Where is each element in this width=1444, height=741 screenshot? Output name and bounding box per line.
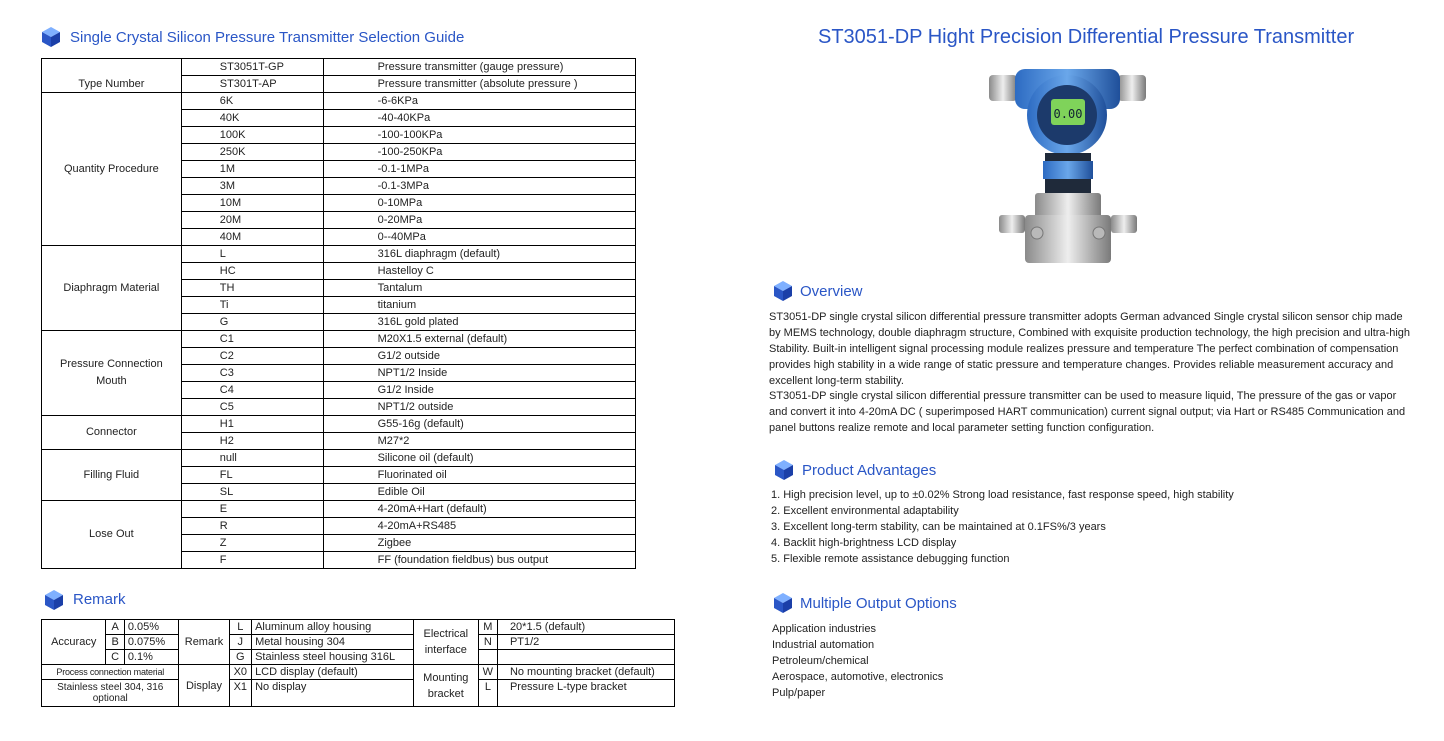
option-description: Pressure transmitter (absolute pressure ) <box>323 76 635 93</box>
accuracy-value: 0.1% <box>124 650 179 665</box>
group-label: Diaphragm Material <box>42 246 182 331</box>
option-description: Fluorinated oil <box>323 467 635 484</box>
option-code: H2 <box>181 433 323 450</box>
list-item: 3. Excellent long-term stability, can be maintained at 0.1FS%/3 years <box>771 521 1106 533</box>
mounting-value: No mounting bracket (default) <box>497 665 674 680</box>
list-item: 2. Excellent environmental adaptability <box>771 505 959 517</box>
option-description: -40-40KPa <box>323 110 635 127</box>
option-code: Ti <box>181 297 323 314</box>
option-description: NPT1/2 outside <box>323 399 635 416</box>
housing-code: J <box>229 635 252 650</box>
table-row <box>42 246 636 263</box>
option-description: Hastelloy C <box>323 263 635 280</box>
table-row <box>42 93 636 110</box>
process-value: Stainless steel 304, 316 optional <box>42 680 179 707</box>
option-code: C4 <box>181 382 323 399</box>
option-code: ST3051T-GP <box>181 59 323 76</box>
main-title: ST3051-DP Hight Precision Differential Pressure Transmitter <box>818 26 1355 48</box>
option-description: 0-10MPa <box>323 195 635 212</box>
option-code: 10M <box>181 195 323 212</box>
option-description: Tantalum <box>323 280 635 297</box>
electrical-empty <box>497 650 674 665</box>
option-description: -6-6KPa <box>323 93 635 110</box>
list-item: 4. Backlit high-brightness LCD display <box>771 537 957 549</box>
group-label: Filling Fluid <box>42 450 182 501</box>
option-code: R <box>181 518 323 535</box>
accuracy-code: C <box>106 650 124 665</box>
table-row <box>42 501 636 518</box>
display-value: LCD display (default) <box>252 665 414 680</box>
option-code: C3 <box>181 365 323 382</box>
option-description: Pressure transmitter (gauge pressure) <box>323 59 635 76</box>
electrical-code: N <box>478 635 497 650</box>
table-row <box>42 416 636 433</box>
option-code: SL <box>181 484 323 501</box>
option-description: 316L diaphragm (default) <box>323 246 635 263</box>
overview-paragraph-1: ST3051-DP single crystal silicon differential pressure transmitter adopts German advanced Single crystal silicon sensor chip made by MEMS technology, double diaphragm structure, Combined with exquisite production technology, the high precision and ultra-high Stability. Built-in intelligent signal processing module realizes pressure and temperature The perfect combination of compensation provides high stability in a wide range of static pressure and temperature changes. Provides reliable measurement accuracy and excellent long-term stability. <box>769 311 1411 387</box>
option-code: 1M <box>181 161 323 178</box>
option-description: M20X1.5 external (default) <box>323 331 635 348</box>
housing-value: Metal housing 304 <box>252 635 414 650</box>
table-row <box>42 59 636 76</box>
remark-label: Remark <box>179 620 229 665</box>
display-code: X1 <box>229 680 252 707</box>
accuracy-value: 0.05% <box>124 620 179 635</box>
remark-table <box>41 619 675 707</box>
option-code: E <box>181 501 323 518</box>
accuracy-value: 0.075% <box>124 635 179 650</box>
option-description: G1/2 Inside <box>323 382 635 399</box>
option-code: 20M <box>181 212 323 229</box>
option-description: -0.1-1MPa <box>323 161 635 178</box>
list-item: 5. Flexible remote assistance debugging function <box>771 553 1010 565</box>
option-code: G <box>181 314 323 331</box>
option-code: Z <box>181 535 323 552</box>
option-code: 6K <box>181 93 323 110</box>
option-description: -100-100KPa <box>323 127 635 144</box>
group-label: Quantity Procedure <box>42 93 182 246</box>
option-description: 4-20mA+RS485 <box>323 518 635 535</box>
option-description: NPT1/2 Inside <box>323 365 635 382</box>
option-description: 4-20mA+Hart (default) <box>323 501 635 518</box>
accuracy-label: Accuracy <box>42 620 106 665</box>
option-description: -100-250KPa <box>323 144 635 161</box>
mounting-code: W <box>478 665 497 680</box>
lcd-readout: 0.00 <box>1053 107 1083 121</box>
transmitter-product-image <box>985 65 1150 275</box>
option-description: Silicone oil (default) <box>323 450 635 467</box>
electrical-label: Electrical interface <box>413 620 478 665</box>
option-code: ST301T-AP <box>181 76 323 93</box>
table-row <box>42 450 636 467</box>
list-item: Industrial automation <box>772 639 875 651</box>
display-label: Display <box>179 665 229 707</box>
option-description: titanium <box>323 297 635 314</box>
option-code: 3M <box>181 178 323 195</box>
mounting-value: Pressure L-type bracket <box>497 680 674 707</box>
cube-bullet-icon <box>772 280 794 302</box>
option-description: G55-16g (default) <box>323 416 635 433</box>
option-code: 100K <box>181 127 323 144</box>
option-description: -0.1-3MPa <box>323 178 635 195</box>
option-description: M27*2 <box>323 433 635 450</box>
option-code: 40M <box>181 229 323 246</box>
remark-title: Remark <box>73 591 126 608</box>
cube-bullet-icon <box>43 589 65 611</box>
advantages-title: Product Advantages <box>802 462 937 479</box>
option-code: C2 <box>181 348 323 365</box>
option-code: 40K <box>181 110 323 127</box>
option-description: 0-20MPa <box>323 212 635 229</box>
option-code: 250K <box>181 144 323 161</box>
option-description: Edible Oil <box>323 484 635 501</box>
option-code: L <box>181 246 323 263</box>
option-description: FF (foundation fieldbus) bus output <box>323 552 635 569</box>
list-item: 1. High precision level, up to ±0.02% Strong load resistance, fast response speed, high stability <box>771 489 1234 501</box>
advantages-list <box>771 487 1234 567</box>
list-item: Pulp/paper <box>772 687 826 699</box>
electrical-value: 20*1.5 (default) <box>497 620 674 635</box>
option-description: Zigbee <box>323 535 635 552</box>
overview-title: Overview <box>800 283 863 300</box>
housing-value: Stainless steel housing 316L <box>252 650 414 665</box>
option-code: H1 <box>181 416 323 433</box>
option-code: C5 <box>181 399 323 416</box>
selection-guide-title: Single Crystal Silicon Pressure Transmitter Selection Guide <box>70 29 465 46</box>
group-label: Type Number <box>42 59 182 93</box>
option-description: 316L gold plated <box>323 314 635 331</box>
table-row <box>42 331 636 348</box>
option-code: TH <box>181 280 323 297</box>
cube-bullet-icon <box>773 459 795 481</box>
outputs-list <box>772 621 943 701</box>
electrical-code: M <box>478 620 497 635</box>
option-code: F <box>181 552 323 569</box>
option-code: C1 <box>181 331 323 348</box>
process-label: Process connection material <box>42 665 179 680</box>
group-label: Connector <box>42 416 182 450</box>
list-item: Petroleum/chemical <box>772 655 869 667</box>
cube-bullet-icon <box>40 26 62 48</box>
group-label: Pressure Connection Mouth <box>42 331 182 416</box>
option-code: FL <box>181 467 323 484</box>
selection-table <box>41 58 636 569</box>
accuracy-code: B <box>106 635 124 650</box>
option-code: null <box>181 450 323 467</box>
housing-code: L <box>229 620 252 635</box>
display-value: No display <box>252 680 414 707</box>
list-item: Application industries <box>772 623 876 635</box>
accuracy-code: A <box>106 620 124 635</box>
display-code: X0 <box>229 665 252 680</box>
cube-bullet-icon <box>772 592 794 614</box>
overview-paragraph-2: ST3051-DP single crystal silicon differential pressure transmitter can be used to measure liquid, The pressure of the gas or vapor and convert it into 4-20mA DC ( superimposed HART communication) current signal output; via Hart or RS485 Communication and panel buttons realize remote and local parameter setting function configuration. <box>769 390 1406 434</box>
mounting-label: Mounting bracket <box>413 665 478 707</box>
option-description: G1/2 outside <box>323 348 635 365</box>
option-code: HC <box>181 263 323 280</box>
housing-value: Aluminum alloy housing <box>252 620 414 635</box>
housing-code: G <box>229 650 252 665</box>
list-item: Aerospace, automotive, electronics <box>772 671 944 683</box>
option-description: 0--40MPa <box>323 229 635 246</box>
outputs-title: Multiple Output Options <box>800 595 957 612</box>
electrical-empty <box>478 650 497 665</box>
group-label: Lose Out <box>42 501 182 569</box>
mounting-code: L <box>478 680 497 707</box>
electrical-value: PT1/2 <box>497 635 674 650</box>
